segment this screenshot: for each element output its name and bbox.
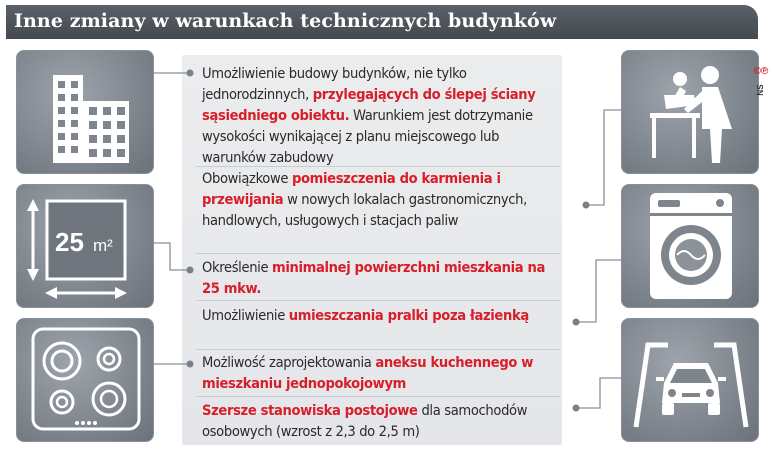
- item-text: Umożliwienie: [202, 307, 289, 324]
- highlight-text: pomieszczenia do karmienia i przewijania: [202, 170, 501, 208]
- author-initials: NS: [756, 84, 765, 96]
- highlight-text: umieszczania pralki poza łazienką: [288, 307, 529, 324]
- highlight-text: przylegających do ślepej ściany sąsiedniego obiektu.: [202, 86, 536, 124]
- item-text: Warunkiem jest dotrzymanie wysokości wynikającej z planu miejscowego lub warunków zabudowy: [202, 107, 533, 166]
- item-text: w nowych lokalach gastronomicznych, handlowych, usługowych i stacjach paliw: [202, 191, 527, 229]
- area-unit: m²: [93, 236, 113, 255]
- highlight-text: minimalnej powierzchni mieszkania na 25 mkw.: [202, 259, 546, 297]
- item-text: Określenie: [202, 259, 273, 276]
- copyright-symbols: ©℗: [753, 66, 769, 77]
- item-text: Obowiązkowe: [202, 170, 292, 187]
- credit: [753, 66, 769, 136]
- item-text: Umożliwienie budowy budynków, nie tylko jednorodzinnych,: [202, 65, 467, 103]
- item-text: dla samochodów osobowych (wzrost z 2,3 do 2,5 m): [202, 402, 528, 440]
- page-title: Inne zmiany w warunkach technicznych budynków: [14, 10, 557, 32]
- area-value: 25: [55, 227, 84, 257]
- highlight-text: Szersze stanowiska postojowe: [202, 402, 418, 419]
- highlight-text: aneksu kuchennego w mieszkaniu jednopokojowym: [202, 354, 534, 392]
- item-text: Możliwość zaprojektowania: [202, 354, 376, 371]
